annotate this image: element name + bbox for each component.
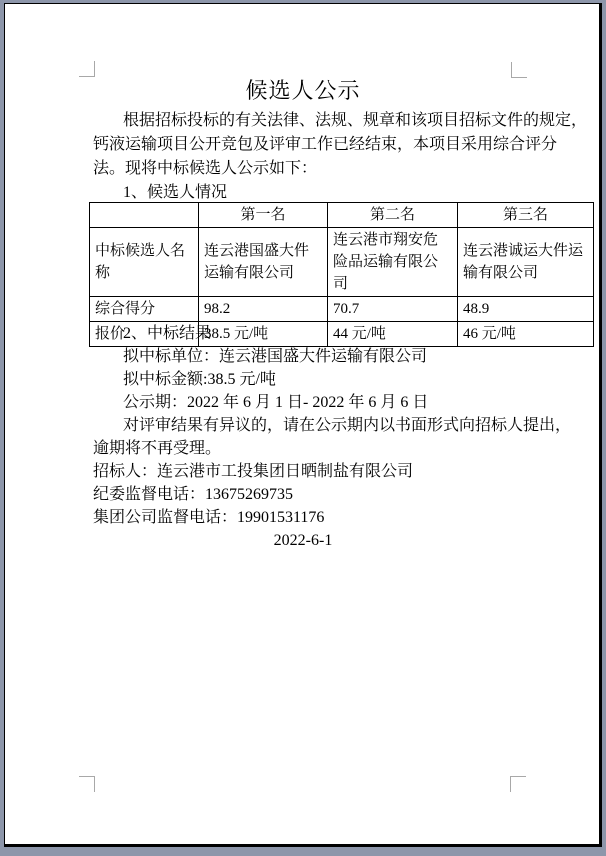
intro-line: 法。现将中标候选人公示如下： xyxy=(93,160,318,177)
document-body-bottom xyxy=(93,322,572,552)
table-row-label: 报价 xyxy=(90,322,199,347)
table-cell-score-2: 70.7 xyxy=(328,297,458,322)
result-line-publicity-period: 公示期：2022 年 6 月 1 日- 2022 年 6 月 6 日 xyxy=(123,394,429,411)
table-cell-score-1: 98.2 xyxy=(199,297,328,322)
result-line-tenderer: 招标人：连云港市工投集团日晒制盐有限公司 xyxy=(93,463,414,480)
intro-line: 钙液运输项目公开竞包及评审工作已经结束，本项目采用综合评分 xyxy=(93,136,558,153)
document-body-top xyxy=(93,4,588,205)
section-heading-candidates: 1、候选人情况 xyxy=(123,184,228,201)
table-cell-candidate-2: 连云港市翔安危险品运输有限公司 xyxy=(328,228,458,297)
intro-line: 根据招标投标的有关法律、法规、规章和该项目招标文件的规定， xyxy=(123,112,588,129)
result-line-group-phone: 集团公司监督电话：19901531176 xyxy=(93,509,325,526)
text-boundary-mark-bottom-right xyxy=(510,776,526,792)
table-cell-candidate-3: 连云港诚运大件运输有限公司 xyxy=(458,228,594,297)
table-header-cell-third: 第三名 xyxy=(458,203,594,228)
result-line-objection-cont: 逾期将不再受理。 xyxy=(93,440,222,457)
table-cell-score-3: 48.9 xyxy=(458,297,594,322)
table-header-cell-first: 第一名 xyxy=(199,203,328,228)
table-cell-price-3: 46 元/吨 xyxy=(458,322,594,347)
result-line-discipline-phone: 纪委监督电话：13675269735 xyxy=(93,486,294,503)
document-page xyxy=(4,3,602,847)
table-row-score xyxy=(90,297,594,322)
page-title: 候选人公示 xyxy=(245,78,361,103)
table-row-candidate-names xyxy=(90,228,594,297)
table-header-row xyxy=(90,203,594,228)
table-row-label: 综合得分 xyxy=(90,297,199,322)
table-cell-price-2: 44 元/吨 xyxy=(328,322,458,347)
table-header-cell-blank xyxy=(90,203,199,228)
table-header-cell-second: 第二名 xyxy=(328,203,458,228)
result-line-winner: 拟中标单位：连云港国盛大件运输有限公司 xyxy=(123,348,428,365)
document-date: 2022-6-1 xyxy=(273,532,333,549)
section-heading-result: 2、中标结果 xyxy=(123,325,212,342)
result-line-objection: 对评审结果有异议的，请在公示期内以书面形式向招标人提出， xyxy=(123,417,572,434)
text-boundary-mark-bottom-left xyxy=(79,776,95,792)
table-cell-price-1: 38.5 元/吨 xyxy=(199,322,328,347)
table-cell-candidate-1: 连云港国盛大件运输有限公司 xyxy=(199,228,328,297)
table-row-label: 中标候选人名称 xyxy=(90,228,199,297)
text-boundary-mark-top-right xyxy=(511,62,527,78)
result-line-amount: 拟中标金额:38.5 元/吨 xyxy=(123,371,276,388)
